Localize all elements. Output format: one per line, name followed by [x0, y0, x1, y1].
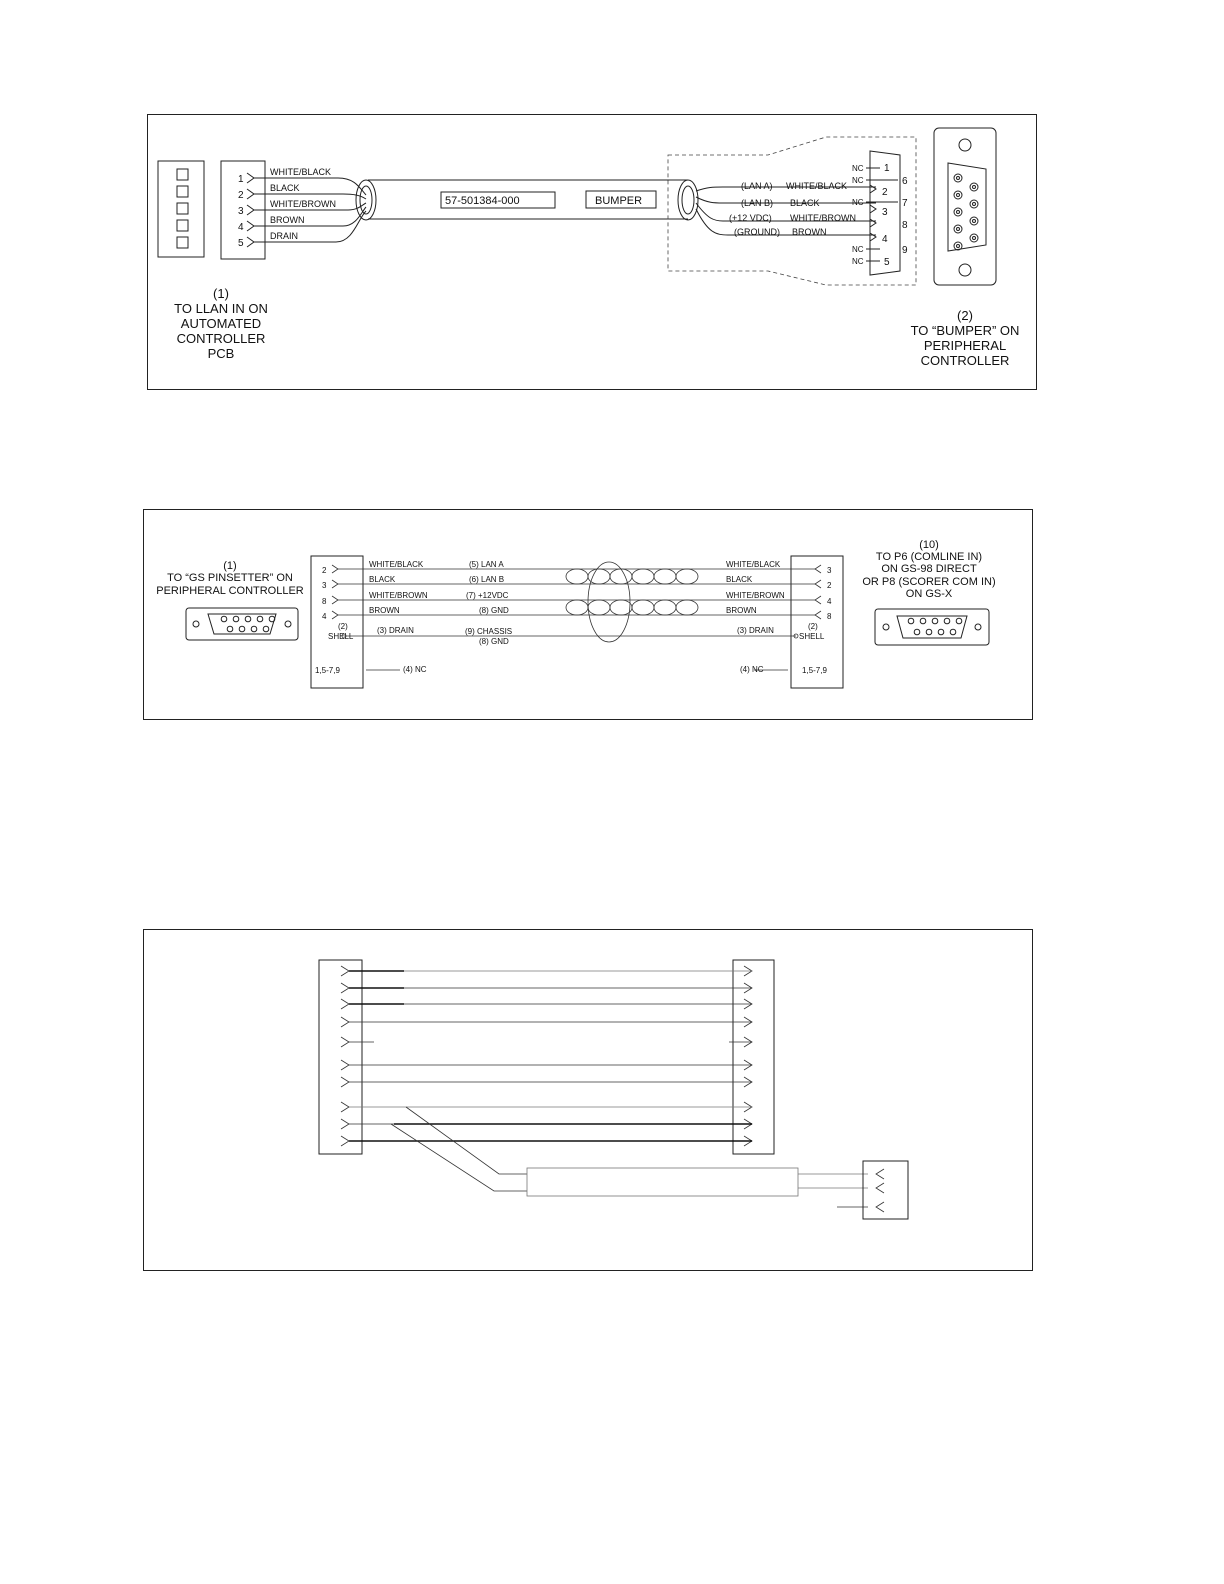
left-shell: SHELL: [328, 632, 354, 641]
svg-text:9: 9: [902, 245, 908, 256]
ribbon-cable-diagram: [143, 929, 1033, 1271]
db9-face: [934, 128, 996, 285]
svg-text:OR P8 (SCORER COM IN): OR P8 (SCORER COM IN): [862, 576, 996, 588]
svg-text:BLACK: BLACK: [369, 575, 396, 584]
svg-text:WHITE/BROWN: WHITE/BROWN: [369, 591, 428, 600]
cable-jacket: [356, 180, 698, 220]
svg-text:(1): (1): [213, 286, 229, 301]
left-pin-numbers: [238, 174, 244, 249]
svg-text:(2): (2): [957, 308, 973, 323]
right-caption: [911, 308, 1020, 368]
svg-text:2: 2: [882, 187, 888, 198]
svg-text:8: 8: [322, 597, 327, 606]
left-nc-label: (4) NC: [403, 665, 427, 674]
svg-text:BROWN: BROWN: [726, 606, 757, 615]
right-nc-pins: 1,5-7,9: [802, 666, 827, 675]
svg-text:1: 1: [884, 163, 890, 174]
right-pin-numbers: [882, 163, 908, 268]
svg-text:WHITE/BLACK: WHITE/BLACK: [270, 167, 332, 177]
svg-text:CONTROLLER: CONTROLLER: [176, 331, 266, 346]
terminal-block-left: [319, 960, 362, 1154]
signal-labels: [729, 181, 780, 237]
svg-text:3: 3: [827, 566, 832, 575]
svg-text:8: 8: [827, 612, 832, 621]
plug-chevrons: [876, 1169, 884, 1212]
svg-text:NC: NC: [852, 257, 864, 266]
svg-text:(8) GND: (8) GND: [479, 606, 509, 615]
right-drain-label: (3) DRAIN: [737, 626, 774, 635]
svg-text:BLACK: BLACK: [790, 198, 820, 208]
svg-text:(7) +12VDC: (7) +12VDC: [466, 591, 509, 600]
svg-text:NC: NC: [852, 198, 864, 207]
svg-text:1: 1: [238, 174, 244, 185]
svg-text:BLACK: BLACK: [726, 575, 753, 584]
svg-text:TO “GS PINSETTER” ON: TO “GS PINSETTER” ON: [167, 572, 293, 584]
db9-left: [186, 608, 298, 640]
svg-text:BLACK: BLACK: [270, 183, 300, 193]
svg-text:BROWN: BROWN: [792, 227, 827, 237]
part-number: 57-501384-000: [445, 195, 520, 207]
bumper-tag: BUMPER: [595, 195, 643, 207]
plug-wires: [798, 1174, 868, 1207]
right-caption: [862, 539, 995, 600]
svg-text:(6) LAN B: (6) LAN B: [469, 575, 505, 584]
bumper-cable-drawing: [148, 115, 1038, 391]
left-drain-label: (3) DRAIN: [377, 626, 414, 635]
svg-text:TO P6 (COMLINE IN): TO P6 (COMLINE IN): [875, 551, 983, 563]
chassis-label: (9) CHASSIS: [465, 627, 513, 636]
backshell-outline: [668, 137, 916, 285]
svg-text:8: 8: [902, 220, 908, 231]
plug-housing: [863, 1161, 908, 1219]
right-pin-chevrons: [870, 185, 876, 241]
svg-text:3: 3: [882, 207, 888, 218]
svg-text:NC: NC: [852, 164, 864, 173]
left-chevrons: [341, 966, 349, 1146]
svg-text:TO LLAN IN ON: TO LLAN IN ON: [174, 301, 268, 316]
svg-text:WHITE/BROWN: WHITE/BROWN: [790, 213, 856, 223]
right-wires: [696, 187, 876, 235]
svg-text:7: 7: [902, 198, 908, 209]
right-shell-num: (2): [808, 622, 818, 631]
right-pin-chevrons: [815, 565, 821, 619]
svg-text:WHITE/BLACK: WHITE/BLACK: [786, 181, 848, 191]
left-pin-numbers: [322, 566, 327, 621]
svg-text:PERIPHERAL CONTROLLER: PERIPHERAL CONTROLLER: [156, 585, 304, 597]
svg-text:4: 4: [238, 222, 244, 233]
svg-text:TO “BUMPER” ON: TO “BUMPER” ON: [910, 323, 1020, 338]
svg-text:(LAN A): (LAN A): [741, 181, 773, 191]
left-nc-pins: 1,5-7,9: [315, 666, 340, 675]
right-wire-labels: [786, 181, 856, 237]
svg-text:AUTOMATED: AUTOMATED: [180, 316, 262, 331]
svg-text:NC: NC: [852, 245, 864, 254]
left-wire-labels: [369, 560, 428, 615]
left-shell-num: (2): [338, 622, 348, 631]
right-nc-label: (4) NC: [740, 665, 764, 674]
svg-text:CONTROLLER: CONTROLLER: [920, 353, 1010, 368]
svg-text:PCB: PCB: [207, 346, 235, 361]
connector-body-left: [158, 161, 204, 257]
svg-text:ON GS-98 DIRECT: ON GS-98 DIRECT: [881, 563, 977, 575]
svg-text:DRAIN: DRAIN: [270, 231, 299, 241]
ribbon-wires: [349, 971, 752, 1141]
twisted-pair-1: [566, 569, 698, 584]
pinsetter-cable-drawing: [144, 510, 1034, 721]
left-pin-chevrons: [332, 565, 338, 619]
svg-text:WHITE/BROWN: WHITE/BROWN: [270, 199, 336, 209]
svg-text:6: 6: [902, 176, 908, 187]
left-pin-chevrons: [247, 173, 254, 247]
svg-text:3: 3: [238, 206, 244, 217]
svg-text:(+12 VDC): (+12 VDC): [729, 213, 772, 223]
svg-text:ON GS-X: ON GS-X: [905, 588, 953, 600]
signal-labels: [466, 560, 509, 615]
terminal-block-right: [733, 960, 774, 1154]
right-chevrons: [744, 966, 752, 1146]
cable-jacket: [527, 1168, 798, 1196]
chassis-gnd-label: (8) GND: [479, 637, 509, 646]
svg-text:(1): (1): [223, 560, 237, 572]
svg-text:5: 5: [884, 257, 890, 268]
twisted-pair-2: [566, 600, 698, 615]
svg-text:2: 2: [827, 581, 832, 590]
branch-wires: [391, 1107, 527, 1191]
svg-text:4: 4: [882, 234, 888, 245]
right-shell: SHELL: [799, 632, 825, 641]
svg-text:WHITE/BLACK: WHITE/BLACK: [726, 560, 781, 569]
svg-text:4: 4: [827, 597, 832, 606]
svg-text:BROWN: BROWN: [369, 606, 400, 615]
svg-text:NC: NC: [852, 176, 864, 185]
left-caption: [174, 286, 268, 361]
svg-text:3: 3: [322, 581, 327, 590]
left-caption: [156, 560, 304, 597]
svg-text:WHITE/BLACK: WHITE/BLACK: [369, 560, 424, 569]
svg-text:4: 4: [322, 612, 327, 621]
pinsetter-cable-diagram: [143, 509, 1033, 720]
right-wire-labels: [726, 560, 785, 615]
svg-text:WHITE/BROWN: WHITE/BROWN: [726, 591, 785, 600]
bumper-cable-diagram: [147, 114, 1037, 390]
db9-right: [875, 609, 989, 645]
svg-text:(10): (10): [919, 539, 939, 551]
svg-text:5: 5: [238, 238, 244, 249]
svg-text:2: 2: [322, 566, 327, 575]
svg-text:(GROUND): (GROUND): [734, 227, 780, 237]
right-pin-numbers: [827, 566, 832, 621]
svg-text:BROWN: BROWN: [270, 215, 305, 225]
svg-text:(5) LAN A: (5) LAN A: [469, 560, 504, 569]
svg-text:(LAN B): (LAN B): [741, 198, 774, 208]
svg-text:PERIPHERAL: PERIPHERAL: [923, 338, 1007, 353]
connector-pin-cavities: [177, 169, 188, 248]
ribbon-cable-drawing: [144, 930, 1034, 1272]
svg-text:2: 2: [238, 190, 244, 201]
